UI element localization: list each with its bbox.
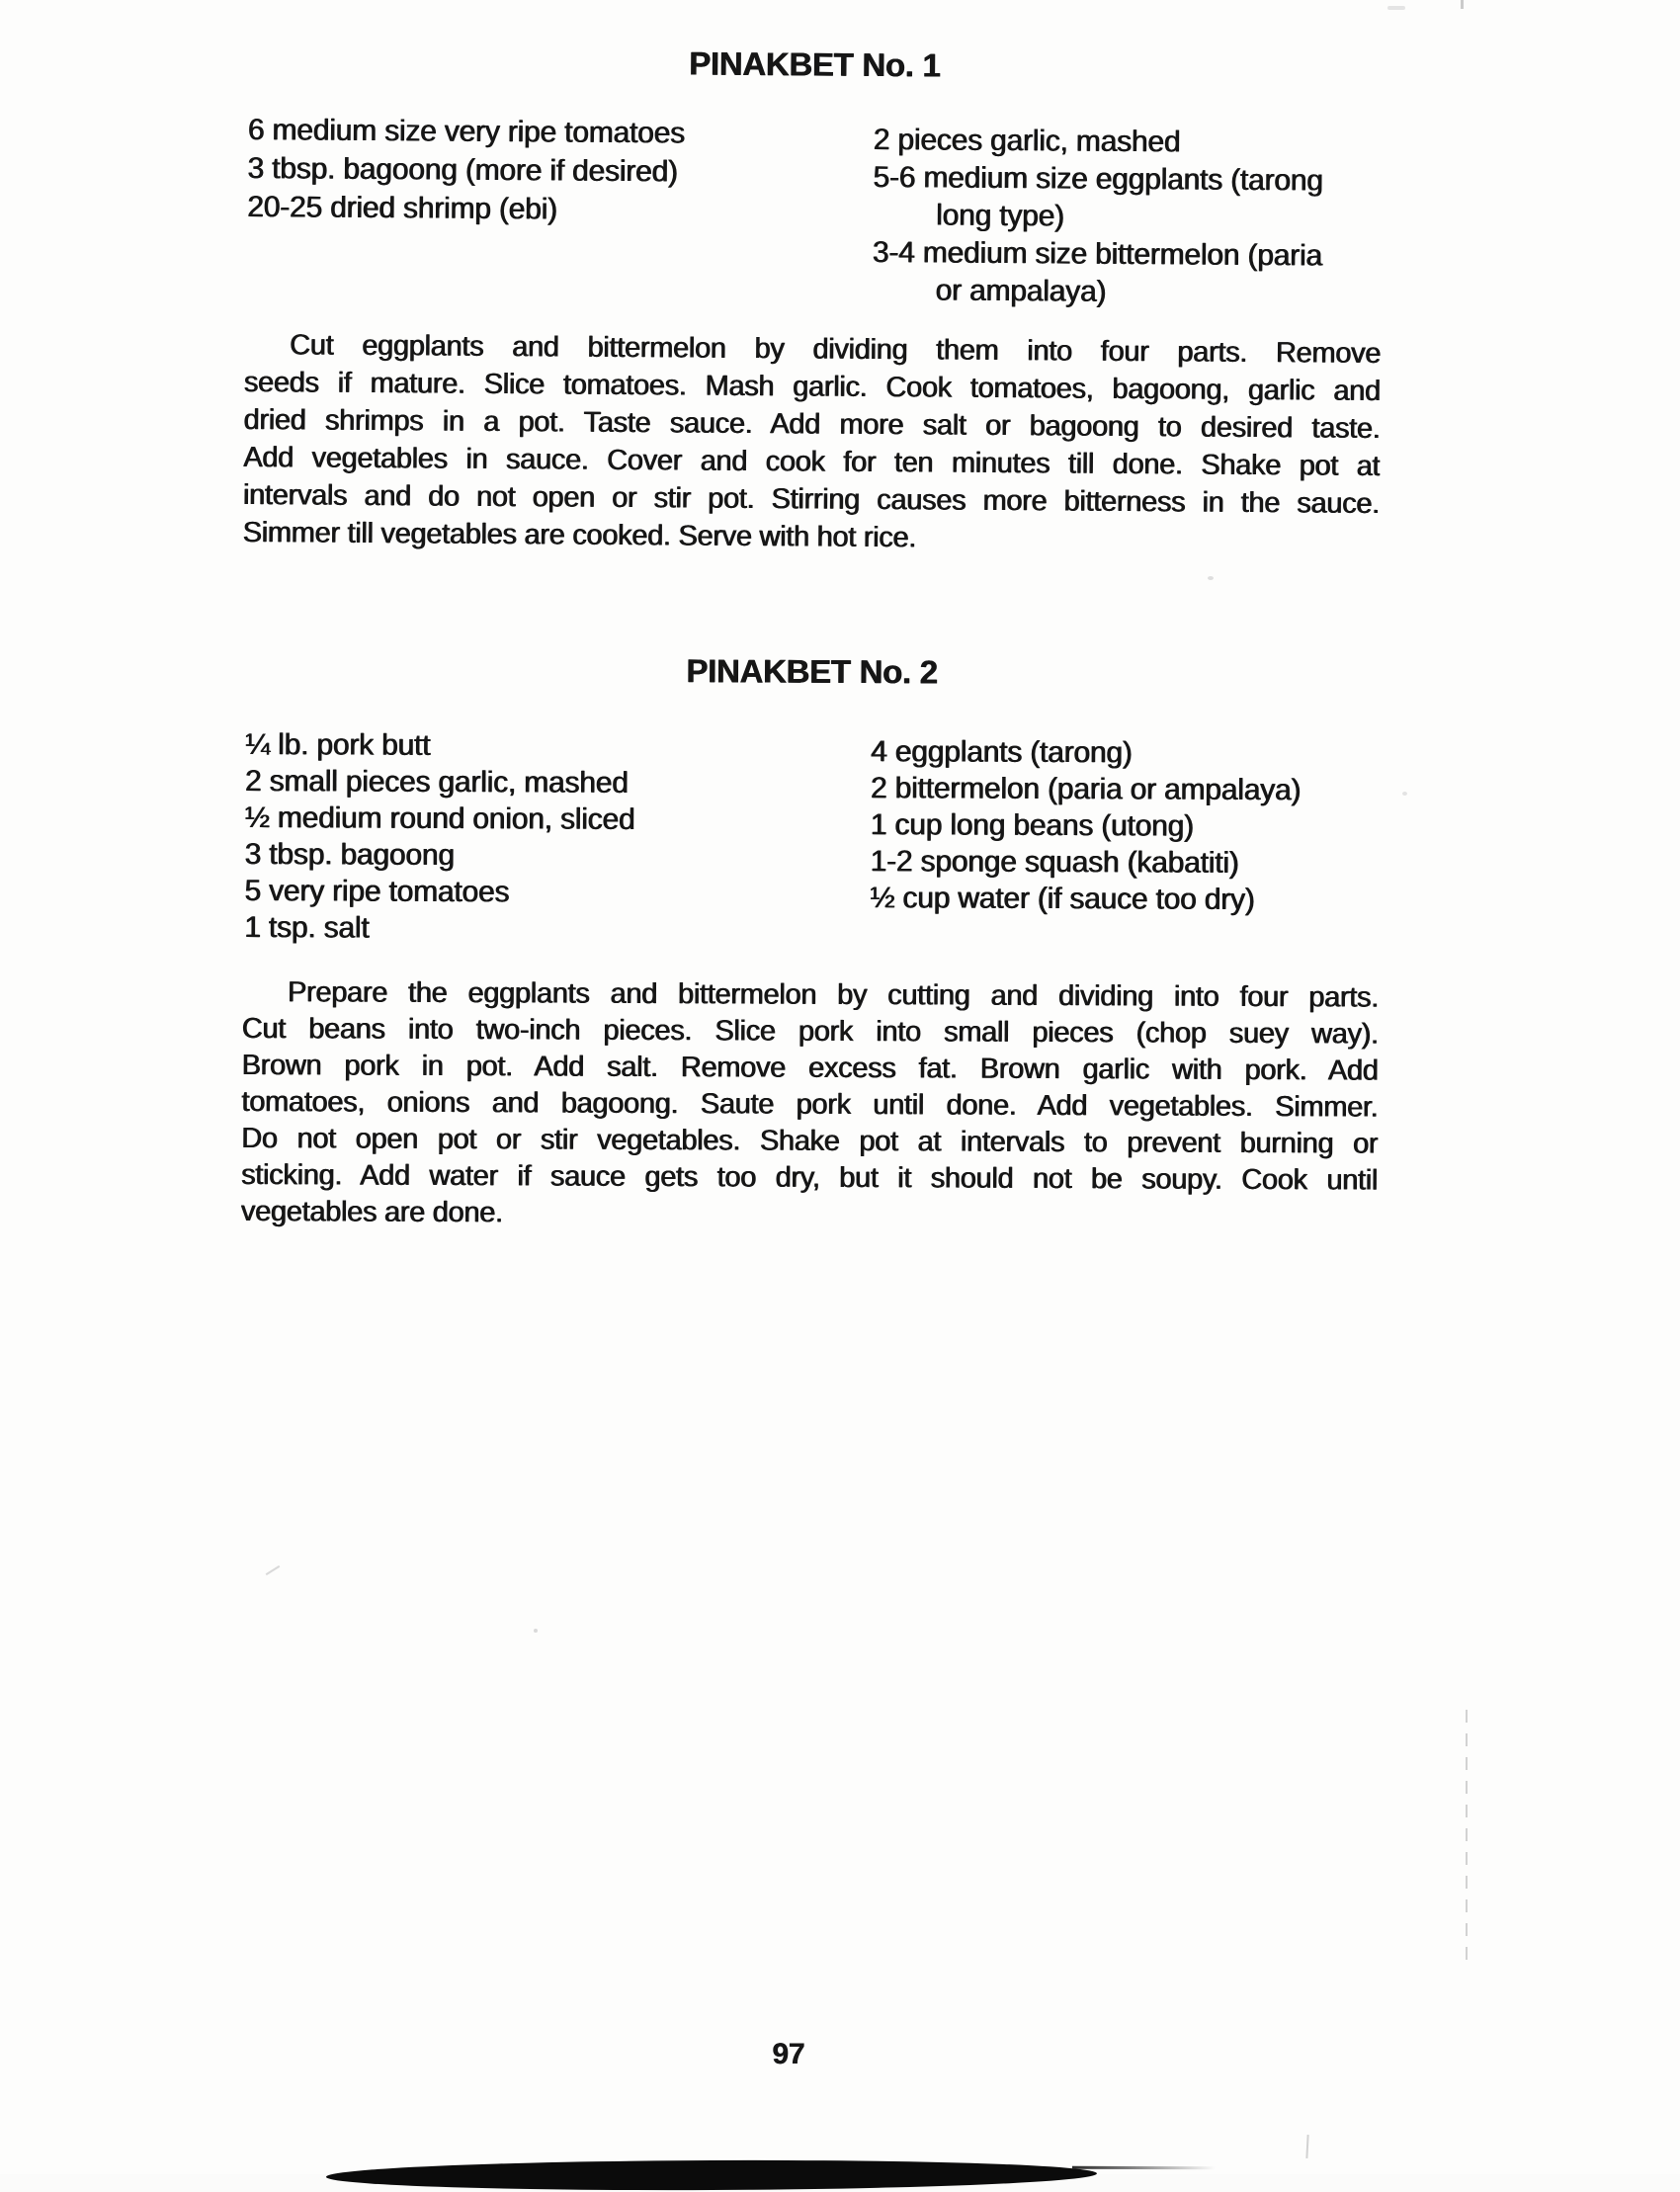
ingredient-line: ¼ lb. pork butt [245,728,431,762]
recipe-2-ingredients-right [870,733,1301,918]
ingredient-line: 4 eggplants (tarong) [871,735,1133,770]
scan-artifact-dashed-line [1466,1710,1468,1962]
instruction-line: Add vegetables in sauce. Cover and cook for ten minutes till done. Shake pot at [243,441,1381,483]
ingredient-line: 1 cup long beans (utong) [870,808,1195,843]
instruction-line: seeds if mature. Slice tomatoes. Mash garlic. Cook tomatoes, bagoong, garlic and [243,366,1382,408]
scan-artifact-smudge [1387,6,1405,10]
instruction-line: dried shrimps in a pot. Taste sauce. Add more salt or bagoong to desired taste. [243,403,1381,446]
scan-artifact-edge-line [1072,2166,1216,2170]
ingredient-line: ½ cup water (if sauce too dry) [870,882,1255,916]
recipe-2-title: PINAKBET No. 2 [686,652,938,691]
ingredient-line: 3 tbsp. bagoong (more if desired) [247,152,679,189]
page-number: 97 [772,2038,805,2070]
ingredient-line: 2 pieces garlic, mashed [873,123,1181,159]
scan-speck [534,1629,538,1633]
recipe-2-ingredients-left [244,726,635,948]
instruction-line: sticking. Add water if sauce gets too dry, but it should not be soupy. Cook until [241,1158,1379,1197]
ingredient-line: 5 very ripe tomatoes [244,874,510,909]
scan-speck [1402,792,1407,796]
recipe-2-section [236,0,1384,2180]
ingredient-line: 5-6 medium size eggplants (tarong [873,160,1324,198]
ingredient-line-continuation: or ampalaya) [935,274,1107,308]
instruction-line: Brown pork in pot. Add salt. Remove excess fat. Brown garlic with pork. Add [241,1049,1379,1087]
instruction-line: Simmer till vegetables are cooked. Serve with hot rice. [242,516,917,554]
scan-artifact-corner-tick [1461,0,1464,9]
recipe-2-instructions [241,974,1379,1236]
instruction-line: Prepare the eggplants and bittermelon by cutting and dividing into four parts. [288,976,1380,1014]
ingredient-line: 2 small pieces garlic, mashed [245,765,629,800]
instruction-line: vegetables are done. [240,1195,503,1229]
ingredient-line: 1-2 sponge squash (kabatiti) [870,845,1239,880]
ingredient-line: ½ medium round onion, sliced [244,801,635,836]
ingredient-line: 20-25 dried shrimp (ebi) [247,191,558,226]
ingredient-line-continuation: long type) [936,199,1065,233]
ingredient-line: 1 tsp. salt [244,910,370,945]
ingredient-line: 3 tbsp. bagoong [244,837,456,873]
instruction-line: tomatoes, onions and bagoong. Saute pork until done. Add vegetables. Simmer. [241,1085,1379,1124]
recipe-1-title: PINAKBET No. 1 [689,44,941,84]
scan-speck [1208,576,1214,580]
instruction-line: Cut eggplants and bittermelon by dividing them into four parts. Remove [290,329,1382,371]
instruction-line: Cut beans into two-inch pieces. Slice pork into small pieces (chop suey way). [241,1012,1379,1051]
ingredient-line: 6 medium size very ripe tomatoes [247,114,686,150]
instruction-line: intervals and do not open or stir pot. Stirring causes more bitterness in the sauce. [242,478,1381,521]
ingredient-line: 2 bittermelon (paria or ampalaya) [871,772,1302,807]
page-content [240,0,1384,2174]
instruction-line: Do not open pot or stir vegetables. Shake pot at intervals to prevent burning or [241,1122,1379,1160]
ingredient-line: 3-4 medium size bittermelon (paria [872,235,1323,273]
